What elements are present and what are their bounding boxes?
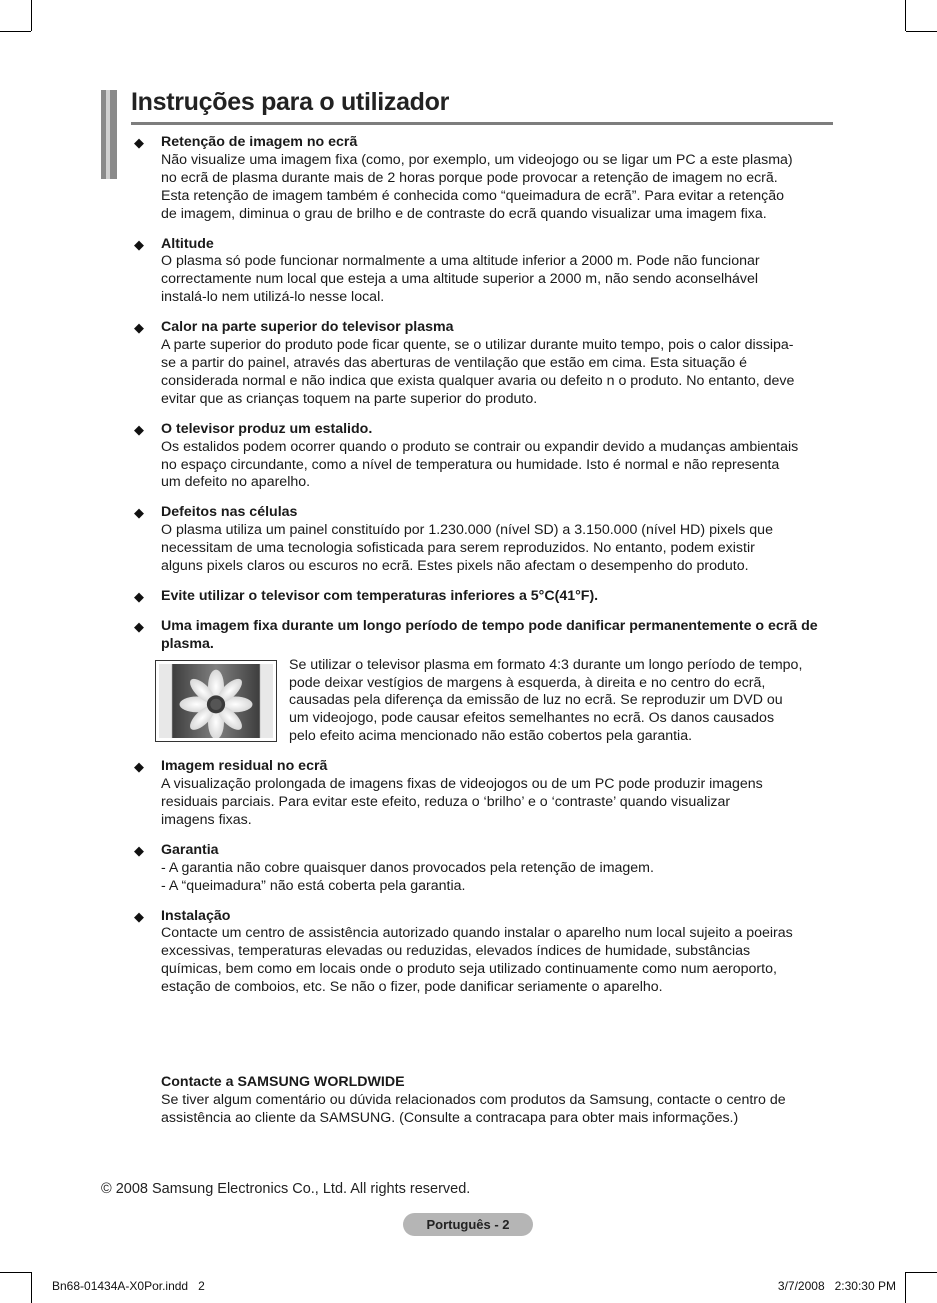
- contact-section: [161, 1074, 841, 1128]
- item-text: - A garantia não cobre quaisquer danos provocados pela retenção de imagem.: [161, 859, 654, 876]
- item-text: A parte superior do produto pode ficar quente, se o utilizar durante muito tempo, pois o calor dissipa-: [161, 337, 794, 354]
- item-title: Evite utilizar o televisor com temperaturas inferiores a 5°C(41°F).: [161, 587, 599, 604]
- flower-icon: [159, 664, 273, 738]
- contact-title: Contacte a SAMSUNG WORLDWIDE: [161, 1074, 405, 1090]
- bullet-diamond-icon: ◆: [134, 505, 144, 521]
- item-text: pelo efeito acima mencionado não estão cobertos pela garantia.: [289, 728, 693, 745]
- crop-mark: [906, 31, 937, 32]
- item-title: Imagem residual no ecrã: [161, 758, 328, 775]
- flower-image-frame: [155, 660, 277, 742]
- item-text: pode deixar vestígios de margens à esquerda, à direita e no centro do ecrã,: [289, 674, 766, 691]
- item-text: Os estalidos podem ocorrer quando o produto se contrair ou expandir devido a mudanças ambientais: [161, 438, 799, 455]
- title-underline: [131, 122, 833, 125]
- list-item-temperature: [134, 588, 838, 606]
- item-title: Instalação: [161, 907, 231, 924]
- item-text: de imagem, diminua o grau de brilho e de contraste do ecrã quando visualizar uma imagem fixa.: [161, 205, 767, 222]
- item-text: residuais parciais. Para evitar este efeito, reduza o ‘brilho’ e o ‘contraste’ quando visualizar: [161, 794, 731, 810]
- crop-mark: [0, 31, 31, 32]
- file-slug: Bn68-01434A-X0Por.indd 2: [52, 1279, 205, 1293]
- bullet-diamond-icon: ◆: [134, 588, 144, 604]
- list-item-altitude: [134, 236, 838, 308]
- bullet-diamond-icon: ◆: [134, 618, 144, 634]
- item-text: Esta retenção de imagem também é conhecida como “queimadura de ecrã”. Para evitar a retenção: [161, 187, 785, 204]
- contact-text: assistência ao cliente da SAMSUNG. (Consulte a contracapa para obter mais informações.): [161, 1109, 739, 1126]
- item-text: se a partir do painel, através das aberturas de ventilação que estão em cima. Esta situação é: [161, 354, 747, 371]
- item-text: excessivas, temperaturas elevadas ou reduzidas, elevados índices de humidade, substâncias: [161, 943, 751, 960]
- list-item-installation: [134, 908, 838, 998]
- item-text: causadas pela diferença da emissão de luz no ecrã. Se reproduzir um DVD ou: [289, 692, 783, 709]
- item-text: um defeito no aparelho.: [161, 474, 311, 491]
- bullet-diamond-icon: ◆: [134, 135, 144, 150]
- bullet-diamond-icon: ◆: [134, 908, 144, 924]
- item-text: estação de comboios, etc. Se não o fizer, pode danificar seriamente o aparelho.: [161, 979, 663, 996]
- crop-mark: [0, 1272, 31, 1273]
- item-text: químicas, bem como em locais onde o produto seja utilizado continuamente como num aeroporto,: [161, 961, 777, 978]
- item-text: imagens fixas.: [161, 811, 252, 828]
- copyright-notice: © 2008 Samsung Electronics Co., Ltd. All rights reserved.: [101, 1181, 471, 1197]
- list-item-cracking-sound: [134, 421, 838, 493]
- figure-caption: [289, 657, 838, 747]
- item-text: considerada normal e não indica que exista qualquer avaria ou defeito n o produto. No entanto, deve: [161, 372, 795, 389]
- item-text: - A “queimadura” não está coberta pela garantia.: [161, 877, 466, 894]
- item-text: alguns pixels claros ou escuros no ecrã. Estes pixels não afectam o desempenho do produto.: [161, 558, 749, 575]
- item-title: Calor na parte superior do televisor plasma: [161, 319, 454, 336]
- bullet-diamond-icon: ◆: [134, 421, 144, 437]
- list-item-residual-image: [134, 758, 838, 830]
- item-title: Defeitos nas células: [161, 504, 298, 521]
- item-text: instalá-lo nem utilizá-lo nesse local.: [161, 289, 385, 306]
- page-number-badge: Português - 2: [403, 1213, 533, 1236]
- title-accent-bar: [101, 90, 117, 179]
- crop-mark: [905, 1272, 906, 1303]
- crop-mark: [905, 0, 906, 31]
- instruction-list: [134, 134, 838, 1009]
- list-item-cell-defects: [134, 504, 838, 576]
- item-text: evitar que as crianças toquem na parte superior do produto.: [161, 390, 538, 407]
- crop-mark: [31, 0, 32, 31]
- item-title: Altitude: [161, 235, 214, 252]
- item-text: Se utilizar o televisor plasma em formato 4:3 durante um longo período de tempo,: [289, 656, 803, 673]
- list-item-still-image: [134, 618, 838, 746]
- list-item-heat: [134, 319, 838, 409]
- crop-mark: [906, 1272, 937, 1273]
- item-text: A visualização prolongada de imagens fixas de videojogos ou de um PC pode produzir imagens: [161, 776, 763, 793]
- crop-mark: [31, 1272, 32, 1303]
- print-timestamp: 3/7/2008 2:30:30 PM: [777, 1279, 896, 1293]
- list-item-image-retention: [134, 134, 838, 224]
- contact-text: Se tiver algum comentário ou dúvida relacionados com produtos da Samsung, contacte o centro de: [161, 1091, 786, 1108]
- bullet-diamond-icon: ◆: [134, 759, 144, 775]
- item-text: O plasma utiliza um painel constituído por 1.230.000 (nível SD) a 3.150.000 (nível HD) pixels que: [161, 522, 773, 539]
- list-item-warranty: [134, 842, 838, 896]
- item-text: O plasma só pode funcionar normalmente a uma altitude inferior a 2000 m. Pode não funcionar: [161, 253, 760, 270]
- item-text: um videojogo, pode causar efeitos semelhantes no ecrã. Os danos causados: [289, 710, 775, 727]
- item-text: no espaço circundante, como a nível de temperatura ou humidade. Isto é normal e não representa: [161, 456, 780, 473]
- item-title: O televisor produz um estalido.: [161, 420, 373, 437]
- item-text: correctamente num local que esteja a uma altitude superior a 2000 m, não sendo aconselhável: [161, 271, 759, 288]
- bullet-diamond-icon: ◆: [134, 236, 144, 252]
- bullet-diamond-icon: ◆: [134, 320, 144, 336]
- flower-image: [159, 664, 273, 738]
- item-text: Não visualize uma imagem fixa (como, por exemplo, um videojogo ou se ligar um PC a este plasma): [161, 151, 793, 168]
- bullet-diamond-icon: ◆: [134, 842, 144, 858]
- item-text: Contacte um centro de assistência autorizado quando instalar o aparelho num local sujeito a poeiras: [161, 925, 793, 942]
- item-title: Garantia: [161, 841, 219, 858]
- item-title: Retenção de imagem no ecrã: [161, 134, 358, 150]
- page-title: Instruções para o utilizador: [131, 88, 450, 116]
- item-title: Uma imagem fixa durante um longo período de tempo pode danificar permanentemente o ecrã de plasma.: [161, 617, 818, 652]
- item-text: necessitam de uma tecnologia sofisticada para serem reproduzidos. No entanto, podem existir: [161, 540, 755, 557]
- figure-row: [161, 657, 838, 747]
- item-text: no ecrã de plasma durante mais de 2 horas porque pode provocar a retenção de imagem no ecrã.: [161, 169, 778, 186]
